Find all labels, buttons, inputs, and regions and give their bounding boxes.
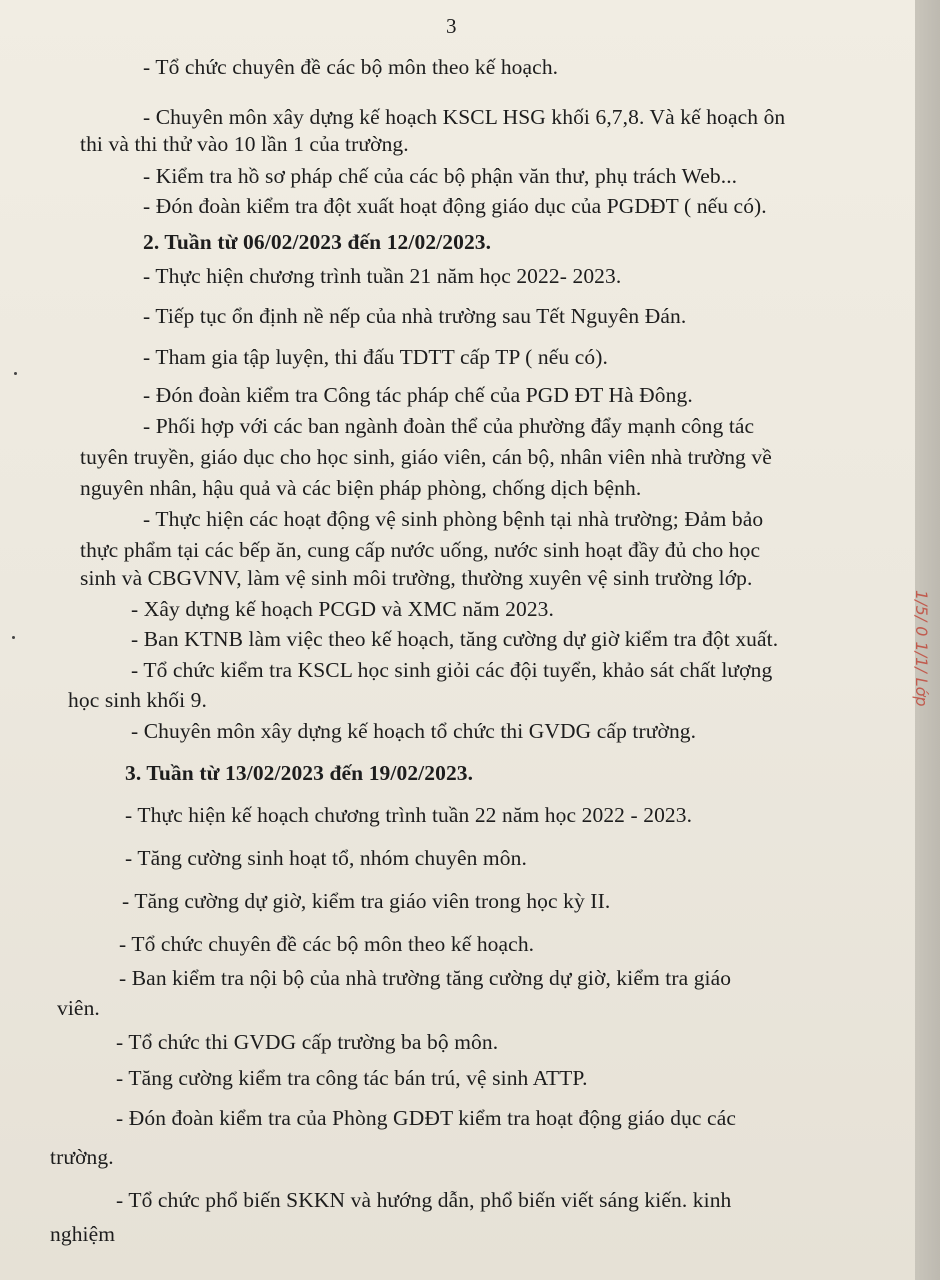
- paper-speck: [12, 636, 15, 639]
- section-heading: 3. Tuần từ 13/02/2023 đến 19/02/2023.: [125, 761, 474, 785]
- text-line: - Tổ chức chuyên đề các bộ môn theo kế hoạch.: [143, 55, 559, 79]
- text-line: - Thực hiện kế hoạch chương trình tuần 22 năm học 2022 - 2023.: [125, 803, 693, 827]
- text-line: - Tổ chức chuyên đề các bộ môn theo kế hoạch.: [119, 932, 535, 956]
- text-line: - Tăng cường dự giờ, kiểm tra giáo viên trong học kỳ II.: [122, 889, 611, 913]
- margin-stamp-text: 1/5/ 0 1/1/ Lớp: [912, 590, 931, 707]
- text-line: trường.: [50, 1145, 114, 1169]
- section-heading: 2. Tuần từ 06/02/2023 đến 12/02/2023.: [143, 230, 492, 254]
- text-line: - Xây dựng kế hoạch PCGD và XMC năm 2023.: [131, 597, 555, 621]
- text-line: - Chuyên môn xây dựng kế hoạch KSCL HSG khối 6,7,8. Và kế hoạch ôn: [143, 105, 786, 129]
- text-line: - Tăng cường sinh hoạt tổ, nhóm chuyên môn.: [125, 846, 527, 870]
- page-number: 3: [446, 14, 457, 38]
- text-line: - Tăng cường kiểm tra công tác bán trú, vệ sinh ATTP.: [116, 1066, 588, 1090]
- text-line: - Thực hiện các hoạt động vệ sinh phòng bệnh tại nhà trường; Đảm bảo: [143, 507, 764, 531]
- text-line: - Phối hợp với các ban ngành đoàn thể của phường đẩy mạnh công tác: [143, 414, 755, 438]
- text-line: - Ban KTNB làm việc theo kế hoạch, tăng cường dự giờ kiểm tra đột xuất.: [131, 627, 779, 651]
- text-line: - Kiểm tra hồ sơ pháp chế của các bộ phận văn thư, phụ trách Web...: [143, 164, 738, 188]
- text-line: - Đón đoàn kiểm tra của Phòng GDĐT kiểm tra hoạt động giáo dục các: [116, 1106, 736, 1130]
- text-line: nghiệm: [50, 1222, 116, 1246]
- text-line: - Đón đoàn kiểm tra đột xuất hoạt động giáo dục của PGDĐT ( nếu có).: [143, 194, 767, 218]
- text-line: - Chuyên môn xây dựng kế hoạch tổ chức thi GVDG cấp trường.: [131, 719, 697, 743]
- text-line: thi và thi thử vào 10 lần 1 của trường.: [80, 132, 409, 156]
- text-line: - Ban kiểm tra nội bộ của nhà trường tăng cường dự giờ, kiểm tra giáo: [119, 966, 732, 990]
- text-line: - Đón đoàn kiểm tra Công tác pháp chế của PGD ĐT Hà Đông.: [143, 383, 693, 407]
- text-line: thực phẩm tại các bếp ăn, cung cấp nước uống, nước sinh hoạt đầy đủ cho học: [80, 538, 761, 562]
- text-line: tuyên truyền, giáo dục cho học sinh, giáo viên, cán bộ, nhân viên nhà trường về: [80, 445, 772, 469]
- text-line: - Tổ chức kiểm tra KSCL học sinh giỏi các đội tuyển, khảo sát chất lượng: [131, 658, 773, 682]
- text-line: - Tổ chức phổ biến SKKN và hướng dẫn, phổ biến viết sáng kiến. kinh: [116, 1188, 732, 1212]
- text-line: - Tham gia tập luyện, thi đấu TDTT cấp TP ( nếu có).: [143, 345, 608, 369]
- text-line: - Tiếp tục ổn định nề nếp của nhà trường sau Tết Nguyên Đán.: [143, 304, 687, 328]
- text-line: sinh và CBGVNV, làm vệ sinh môi trường, thường xuyên vệ sinh trường lớp.: [80, 566, 753, 590]
- paper-speck: [14, 372, 17, 375]
- margin-handwritten-mark: [905, 590, 935, 740]
- text-line: học sinh khối 9.: [68, 688, 207, 712]
- text-line: - Tổ chức thi GVDG cấp trường ba bộ môn.: [116, 1030, 499, 1054]
- text-line: nguyên nhân, hậu quả và các biện pháp phòng, chống dịch bệnh.: [80, 476, 642, 500]
- text-line: - Thực hiện chương trình tuần 21 năm học 2022- 2023.: [143, 264, 622, 288]
- text-line: viên.: [57, 996, 100, 1020]
